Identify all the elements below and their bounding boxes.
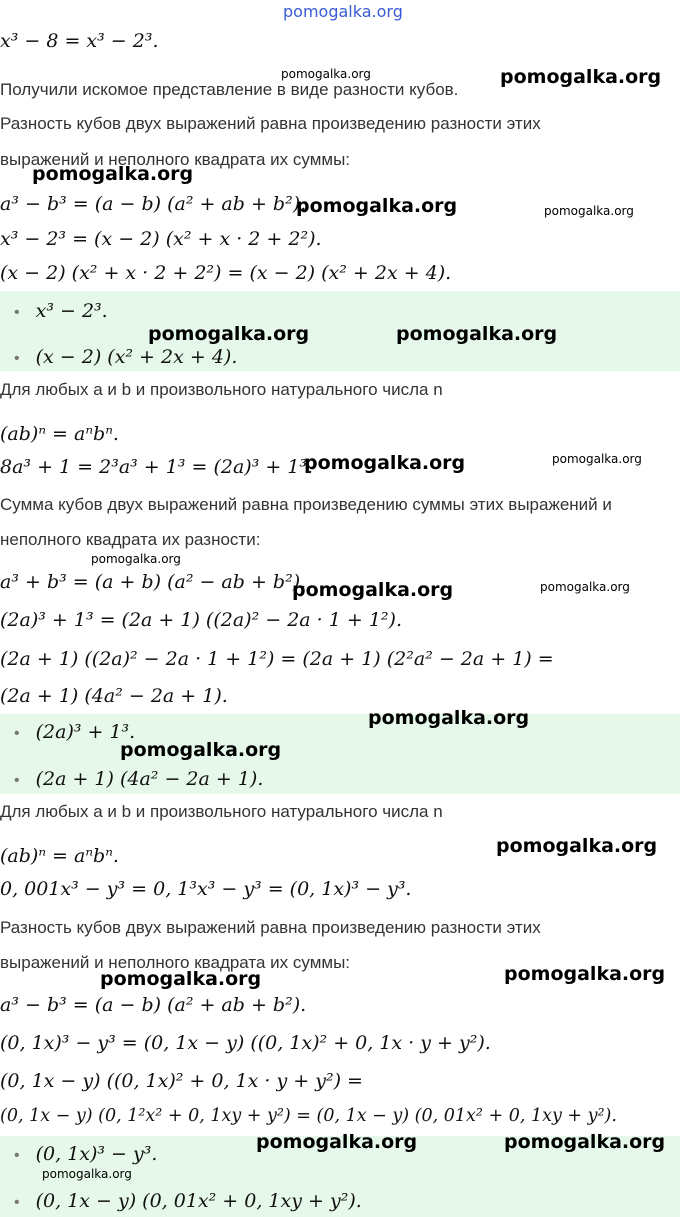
watermark: pomogalka.org	[552, 452, 642, 466]
answer-item: • (0, 1x)³ − y³.	[14, 1143, 158, 1165]
math-line: a³ + b³ = (a + b) (a² − ab + b²).	[0, 571, 307, 593]
bullet-icon: •	[14, 304, 20, 321]
watermark: pomogalka.org	[148, 323, 310, 345]
watermark: pomogalka.org	[256, 1131, 418, 1153]
math-line: (0, 1x − y) (0, 1²x² + 0, 1xy + y²) = (0, 1x − y) (0, 01x² + 0, 1xy + y²).	[0, 1106, 617, 1126]
answer-item: • (x − 2) (x² + 2x + 4).	[14, 346, 238, 368]
math-line: (2a + 1) (4a² − 2a + 1).	[0, 685, 228, 707]
watermark: pomogalka.org	[42, 1167, 132, 1181]
math-line: x³ − 2³ = (x − 2) (x² + x · 2 + 2²).	[0, 228, 322, 250]
watermark: pomogalka.org	[120, 739, 282, 761]
watermark: pomogalka.org	[283, 2, 403, 21]
math-line: (2a + 1) ((2a)² − 2a · 1 + 1²) = (2a + 1) (2²a² − 2a + 1) =	[0, 648, 554, 670]
bullet-icon: •	[14, 772, 20, 789]
text-line: Для любых a и b и произвольного натурального числа n	[0, 380, 443, 399]
math-line: a³ − b³ = (a − b) (a² + ab + b²).	[0, 193, 307, 215]
watermark: pomogalka.org	[496, 835, 658, 857]
math-line: (ab)ⁿ = aⁿbⁿ.	[0, 423, 119, 445]
watermark: pomogalka.org	[544, 204, 634, 218]
watermark: pomogalka.org	[296, 195, 458, 217]
math-line: 8a³ + 1 = 2³a³ + 1³ = (2a)³ + 1³.	[0, 456, 314, 478]
watermark: pomogalka.org	[396, 323, 558, 345]
text-line: Получили искомое представление в виде разности кубов.	[0, 80, 459, 99]
watermark: pomogalka.org	[504, 963, 666, 985]
math-line: x³ − 8 = x³ − 2³.	[0, 30, 159, 52]
bullet-icon: •	[14, 1194, 20, 1211]
bullet-icon: •	[14, 1147, 20, 1164]
math-line: (2a)³ + 1³ = (2a + 1) ((2a)² − 2a · 1 + 1²).	[0, 609, 402, 631]
math-line: (x − 2) (x² + x · 2 + 2²) = (x − 2) (x² + 2x + 4).	[0, 262, 452, 284]
answer-item: • (0, 1x − y) (0, 01x² + 0, 1xy + y²).	[14, 1190, 362, 1212]
watermark: pomogalka.org	[32, 163, 194, 185]
watermark: pomogalka.org	[100, 968, 262, 990]
text-line: Разность кубов двух выражений равна произведению разности этих	[0, 114, 541, 133]
math-line: (0, 1x)³ − y³ = (0, 1x − y) ((0, 1x)² + 0, 1x · y + y²).	[0, 1032, 491, 1054]
math-line: (ab)ⁿ = aⁿbⁿ.	[0, 845, 119, 867]
answer-item: • x³ − 2³.	[14, 300, 108, 322]
answer-item: • (2a + 1) (4a² − 2a + 1).	[14, 768, 264, 790]
watermark: pomogalka.org	[281, 67, 371, 81]
math-line: a³ − b³ = (a − b) (a² + ab + b²).	[0, 994, 307, 1016]
watermark: pomogalka.org	[368, 707, 530, 729]
text-line: Для любых a и b и произвольного натурального числа n	[0, 802, 443, 821]
text-line: Сумма кубов двух выражений равна произведению суммы этих выражений и	[0, 495, 612, 514]
bullet-icon: •	[14, 725, 20, 742]
text-line: выражений и неполного квадрата их суммы:	[0, 953, 351, 972]
watermark: pomogalka.org	[540, 580, 630, 594]
answer-item: • (2a)³ + 1³.	[14, 721, 136, 743]
watermark: pomogalka.org	[304, 452, 466, 474]
text-line: неполного квадрата их разности:	[0, 530, 261, 549]
bullet-icon: •	[14, 350, 20, 367]
math-line: (0, 1x − y) ((0, 1x)² + 0, 1x · y + y²) =	[0, 1070, 363, 1092]
text-line: Разность кубов двух выражений равна произведению разности этих	[0, 918, 541, 937]
text-line: выражений и неполного квадрата их суммы:	[0, 150, 351, 169]
watermark: pomogalka.org	[504, 1131, 666, 1153]
watermark: pomogalka.org	[500, 66, 662, 88]
watermark: pomogalka.org	[292, 579, 454, 601]
math-line: 0, 001x³ − y³ = 0, 1³x³ − y³ = (0, 1x)³ − y³.	[0, 878, 412, 900]
watermark: pomogalka.org	[91, 552, 181, 566]
